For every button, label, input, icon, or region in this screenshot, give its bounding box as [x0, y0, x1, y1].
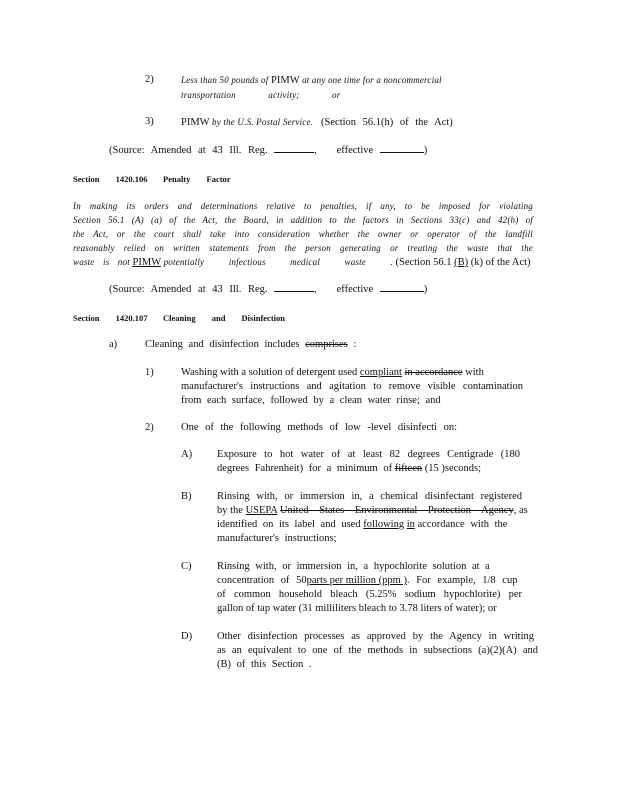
D-line1: Other disinfection processes as approved by the Agency in writing: [217, 631, 534, 642]
para-line: In making its orders and determinations relative to penalties, if any, to be imposed for violating: [73, 201, 533, 211]
item-number: B): [181, 491, 192, 502]
para-line: reasonably relied on written statements from the person generating or treating the waste that the: [73, 243, 533, 253]
item-number: 2): [145, 74, 154, 85]
C-line4: gallon of tap water (31 milliliters bleach to 3.78 liters of water); or: [217, 603, 497, 614]
subsection-text: Cleaning and disinfection includes comprises :: [145, 339, 357, 350]
D-line3: (B) of this Section .: [217, 659, 312, 670]
B-line4: manufacturer's instructions;: [217, 533, 337, 544]
section-title: Cleaning and Disinfection: [163, 313, 285, 323]
para-line-last: waste is not PIMW potentially infectious medical waste . (Section 56.1 (B) (k) of the Act): [73, 257, 531, 268]
C-line3: of common household bleach (5.25% sodium hypochlorite) per: [217, 589, 522, 600]
effective-blank: [380, 282, 424, 292]
a1-line2: manufacturer's instructions and agitation to remove visible contamination: [181, 381, 523, 392]
B-line1: Rinsing with, or immersion in, a chemical disinfectant registered: [217, 491, 522, 502]
section-title: Penalty Factor: [163, 174, 231, 184]
C-line2: concentration of 50parts per million (ppm ). For example, 1/8 cup: [217, 575, 518, 586]
effective-blank: [380, 143, 424, 153]
item-number: 3): [145, 116, 154, 127]
item3-line: PIMW by the U.S. Postal Service. (Section 56.1(h) of the Act): [181, 117, 453, 128]
a1-line3: from each surface, followed by a clean water rinse; and: [181, 395, 441, 406]
a2-line: One of the following methods of low -level disinfecti on:: [181, 422, 457, 433]
section-number: Section 1420.107: [73, 313, 148, 323]
C-line1: Rinsing with, or immersion in, a hypochlorite solution at a: [217, 561, 490, 572]
item-number: D): [181, 631, 193, 642]
section-number: Section 1420.106: [73, 174, 148, 184]
B-line3: identified on its label and used following in accordance with the: [217, 519, 508, 530]
B-line2: by the USEPA United States Environmental Protection Agency, as: [217, 505, 528, 516]
a1-line1: Washing with a solution of detergent used compliant in accordance with: [181, 367, 484, 378]
para-line: the Act, or the court shall take into consideration whether the owner or operator of the landfill: [73, 229, 533, 239]
A-line2: degrees Fahrenheit) for a minimum of fifteen (15 )seconds;: [217, 463, 482, 474]
D-line2: as an equivalent to one of the methods in subsections (a)(2)(A) and: [217, 645, 538, 656]
item-number: 2): [145, 422, 154, 433]
subsection-label: a): [109, 339, 118, 350]
reg-blank: [274, 282, 314, 292]
source-note: (Source: Amended at 43 Ill. Reg. , effective ): [109, 145, 428, 156]
item-number: A): [181, 449, 193, 460]
item2-line2: transportation activity; or: [181, 90, 341, 100]
item-number: 1): [145, 367, 154, 378]
item2-line1: Less than 50 pounds of PIMW at any one time for a noncommercial: [181, 75, 442, 86]
source-note: (Source: Amended at 43 Ill. Reg. , effective ): [109, 284, 428, 295]
item-number: C): [181, 561, 192, 572]
A-line1: Exposure to hot water of at least 82 degrees Centigrade (180: [217, 449, 520, 460]
reg-blank: [274, 143, 314, 153]
para-line: Section 56.1 (A) (a) of the Act, the Board, in addition to the factors in Sections 33(c) and 42(h) of: [73, 215, 533, 225]
